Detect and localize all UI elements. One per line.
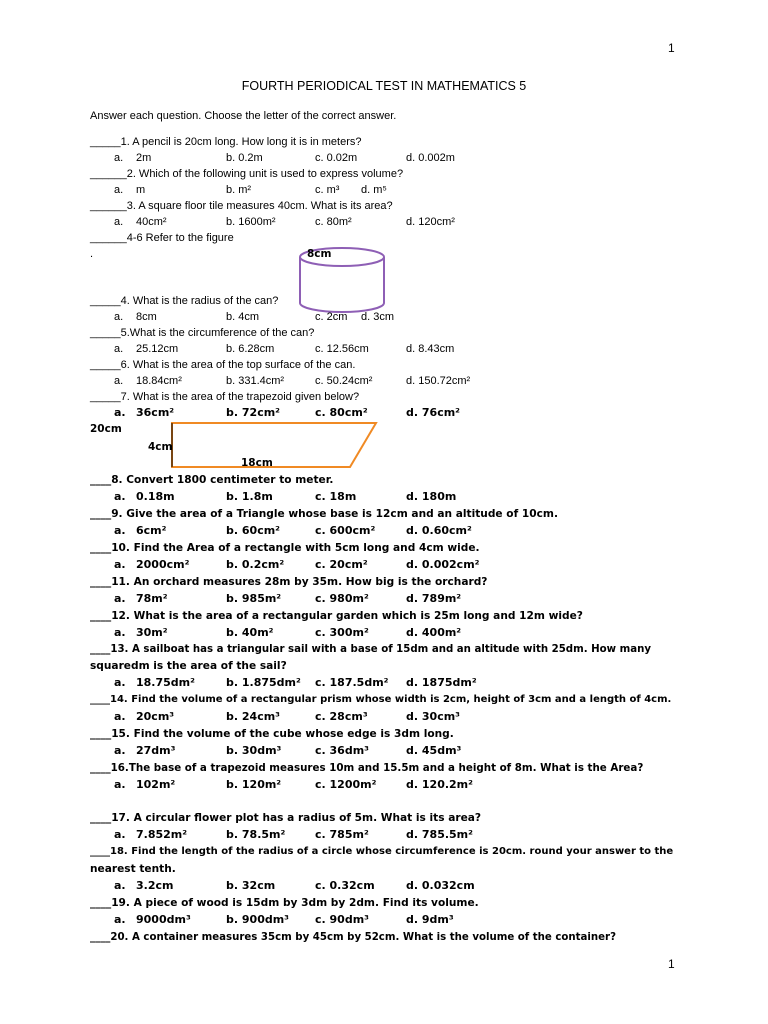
q13-option-c: c. 187.5dm² <box>315 676 389 689</box>
q7-option-a-letter: a. <box>114 406 126 419</box>
q10-option-d: d. 0.002cm² <box>406 558 480 571</box>
q17-option-a: 7.852m² <box>136 828 188 841</box>
q18-option-a: 3.2cm <box>136 879 174 892</box>
trapezoid-top-label: 20cm <box>90 423 122 435</box>
q7-option-c: c. 80cm² <box>315 406 368 419</box>
trapezoid-bottom-label: 18cm <box>241 457 273 469</box>
q1-option-b: b. 0.2m <box>226 152 263 164</box>
question-8: ____8. Convert 1800 centimeter to meter. <box>90 474 334 486</box>
question-3: ______3. A square floor tile measures 40cm. What is its area? <box>90 200 393 212</box>
question-6: _____6. What is the area of the top surface of the can. <box>90 359 356 371</box>
q12-option-d: d. 400m² <box>406 626 462 639</box>
q10-option-a: 2000cm² <box>136 558 190 571</box>
q6-option-c: c. 50.24cm² <box>315 375 373 387</box>
q19-option-d: d. 9dm³ <box>406 913 454 926</box>
q3-option-a-letter: a. <box>114 216 124 228</box>
question-7: _____7. What is the area of the trapezoid given below? <box>90 391 360 403</box>
question-15: ____15. Find the volume of the cube whose edge is 3dm long. <box>90 728 454 740</box>
question-18-continued: nearest tenth. <box>90 863 176 875</box>
q12-option-a: 30m² <box>136 626 168 639</box>
stray-dot: . <box>90 248 94 260</box>
q12-option-c: c. 300m² <box>315 626 369 639</box>
q17-option-b: b. 78.5m² <box>226 828 286 841</box>
q11-option-d: d. 789m² <box>406 592 462 605</box>
q7-option-a: 36cm² <box>136 406 175 419</box>
q14-option-d: d. 30cm³ <box>406 710 460 723</box>
q1-option-a-letter: a. <box>114 152 124 164</box>
q3-option-a: 40cm² <box>136 216 167 228</box>
question-9: ____9. Give the area of a Triangle whose base is 12cm and an altitude of 10cm. <box>90 508 558 520</box>
q1-option-c: c. 0.02m <box>315 152 358 164</box>
q3-option-b: b. 1600m² <box>226 216 276 228</box>
q10-option-b: b. 0.2cm² <box>226 558 285 571</box>
question-20: ____20. A container measures 35cm by 45cm by 52cm. What is the volume of the container? <box>90 932 616 943</box>
question-5: _____5.What is the circumference of the can? <box>90 327 315 339</box>
q2-option-c: c. m³ <box>315 184 340 196</box>
q14-option-a: 20cm³ <box>136 710 175 723</box>
q19-option-a-letter: a. <box>114 913 126 926</box>
q11-option-a: 78m² <box>136 592 168 605</box>
q15-option-d: d. 45dm³ <box>406 744 462 757</box>
q4-option-b: b. 4cm <box>226 311 260 323</box>
question-16: ____16.The base of a trapezoid measures 10m and 15.5m and a height of 8m. What is the Area? <box>90 762 644 774</box>
q8-option-a-letter: a. <box>114 490 126 503</box>
q17-option-c: c. 785m² <box>315 828 369 841</box>
q2-option-b: b. m² <box>226 184 252 196</box>
q15-option-a: 27dm³ <box>136 744 176 757</box>
q9-option-c: c. 600cm² <box>315 524 376 537</box>
q9-option-a-letter: a. <box>114 524 126 537</box>
q6-option-b: b. 331.4cm² <box>226 375 285 387</box>
q11-option-b: b. 985m² <box>226 592 282 605</box>
q10-option-c: c. 20cm² <box>315 558 368 571</box>
q7-option-d: d. 76cm² <box>406 406 460 419</box>
q19-option-a: 9000dm³ <box>136 913 191 926</box>
q16-option-b: b. 120m² <box>226 778 282 791</box>
page-number-top: 1 <box>668 41 675 55</box>
trapezoid-figure <box>172 423 376 467</box>
question-10: ____10. Find the Area of a rectangle with 5cm long and 4cm wide. <box>90 542 480 554</box>
q8-option-a: 0.18m <box>136 490 175 503</box>
q2-option-a-letter: a. <box>114 184 124 196</box>
cylinder-diameter-label: 8cm <box>307 248 332 260</box>
question-4: _____4. What is the radius of the can? <box>90 295 279 307</box>
q13-option-d: d. 1875dm² <box>406 676 477 689</box>
page-number-bottom: 1 <box>668 957 675 971</box>
q8-option-b: b. 1.8m <box>226 490 273 503</box>
trapezoid-height-label: 4cm <box>148 441 173 453</box>
q4-option-d: d. 3cm <box>361 311 395 323</box>
q18-option-a-letter: a. <box>114 879 126 892</box>
q11-option-a-letter: a. <box>114 592 126 605</box>
q11-option-c: c. 980m² <box>315 592 369 605</box>
q8-option-c: c. 18m <box>315 490 357 503</box>
q6-option-d: d. 150.72cm² <box>406 375 471 387</box>
question-13-continued: squaredm is the area of the sail? <box>90 660 287 672</box>
instructions: Answer each question. Choose the letter of the correct answer. <box>90 110 397 122</box>
q14-option-c: c. 28cm³ <box>315 710 368 723</box>
q5-option-d: d. 8.43cm <box>406 343 455 355</box>
q18-option-c: c. 0.32cm <box>315 879 375 892</box>
q14-option-a-letter: a. <box>114 710 126 723</box>
q16-option-a-letter: a. <box>114 778 126 791</box>
q18-option-b: b. 32cm <box>226 879 276 892</box>
q3-option-c: c. 80m² <box>315 216 352 228</box>
q5-option-c: c. 12.56cm <box>315 343 369 355</box>
question-12: ____12. What is the area of a rectangular garden which is 25m long and 12m wide? <box>90 610 583 622</box>
q19-option-c: c. 90dm³ <box>315 913 369 926</box>
q17-option-a-letter: a. <box>114 828 126 841</box>
q2-option-d: d. m⁵ <box>361 184 387 196</box>
q15-option-a-letter: a. <box>114 744 126 757</box>
q12-option-a-letter: a. <box>114 626 126 639</box>
q13-option-b: b. 1.875dm² <box>226 676 301 689</box>
question-11: ____11. An orchard measures 28m by 35m. How big is the orchard? <box>90 576 488 588</box>
q9-option-a: 6cm² <box>136 524 167 537</box>
q17-option-d: d. 785.5m² <box>406 828 473 841</box>
q15-option-c: c. 36dm³ <box>315 744 369 757</box>
q5-option-a: 25.12cm <box>136 343 179 355</box>
q10-option-a-letter: a. <box>114 558 126 571</box>
q18-option-d: d. 0.032cm <box>406 879 475 892</box>
q4-option-c: c. 2cm <box>315 311 348 323</box>
q19-option-b: b. 900dm³ <box>226 913 289 926</box>
q13-option-a-letter: a. <box>114 676 126 689</box>
q1-option-a: 2m <box>136 152 152 164</box>
question-1: _____1. A pencil is 20cm long. How long it is in meters? <box>90 136 362 148</box>
q12-option-b: b. 40m² <box>226 626 274 639</box>
q1-option-d: d. 0.002m <box>406 152 455 164</box>
q16-option-d: d. 120.2m² <box>406 778 473 791</box>
q6-option-a: 18.84cm² <box>136 375 182 387</box>
q16-option-c: c. 1200m² <box>315 778 377 791</box>
q3-option-d: d. 120cm² <box>406 216 455 228</box>
q9-option-d: d. 0.60cm² <box>406 524 472 537</box>
q2-option-a: m <box>136 184 146 196</box>
q14-option-b: b. 24cm³ <box>226 710 280 723</box>
question-14: ____14. Find the volume of a rectangular prism whose width is 2cm, height of 3cm and a length of 4cm. <box>90 694 672 705</box>
q4-option-a: 8cm <box>136 311 157 323</box>
question-2: ______2. Which of the following unit is used to express volume? <box>90 168 404 180</box>
q15-option-b: b. 30dm³ <box>226 744 282 757</box>
q8-option-d: d. 180m <box>406 490 457 503</box>
question-4-6-header: ______4-6 Refer to the figure <box>90 232 234 244</box>
q16-option-a: 102m² <box>136 778 176 791</box>
question-17: ____17. A circular flower plot has a radius of 5m. What is its area? <box>90 812 482 824</box>
q6-option-a-letter: a. <box>114 375 124 387</box>
page-title: FOURTH PERIODICAL TEST IN MATHEMATICS 5 <box>241 79 527 93</box>
q13-option-a: 18.75dm² <box>136 676 195 689</box>
q4-option-a-letter: a. <box>114 311 124 323</box>
question-18: ____18. Find the length of the radius of a circle whose circumference is 20cm. round your answer to the <box>90 846 674 857</box>
q7-option-b: b. 72cm² <box>226 406 280 419</box>
q5-option-b: b. 6.28cm <box>226 343 275 355</box>
question-13: ____13. A sailboat has a triangular sail with a base of 15dm and an altitude with 25dm. How many <box>90 644 651 655</box>
q5-option-a-letter: a. <box>114 343 124 355</box>
question-19: ____19. A piece of wood is 15dm by 3dm by 2dm. Find its volume. <box>90 897 479 909</box>
q9-option-b: b. 60cm² <box>226 524 280 537</box>
